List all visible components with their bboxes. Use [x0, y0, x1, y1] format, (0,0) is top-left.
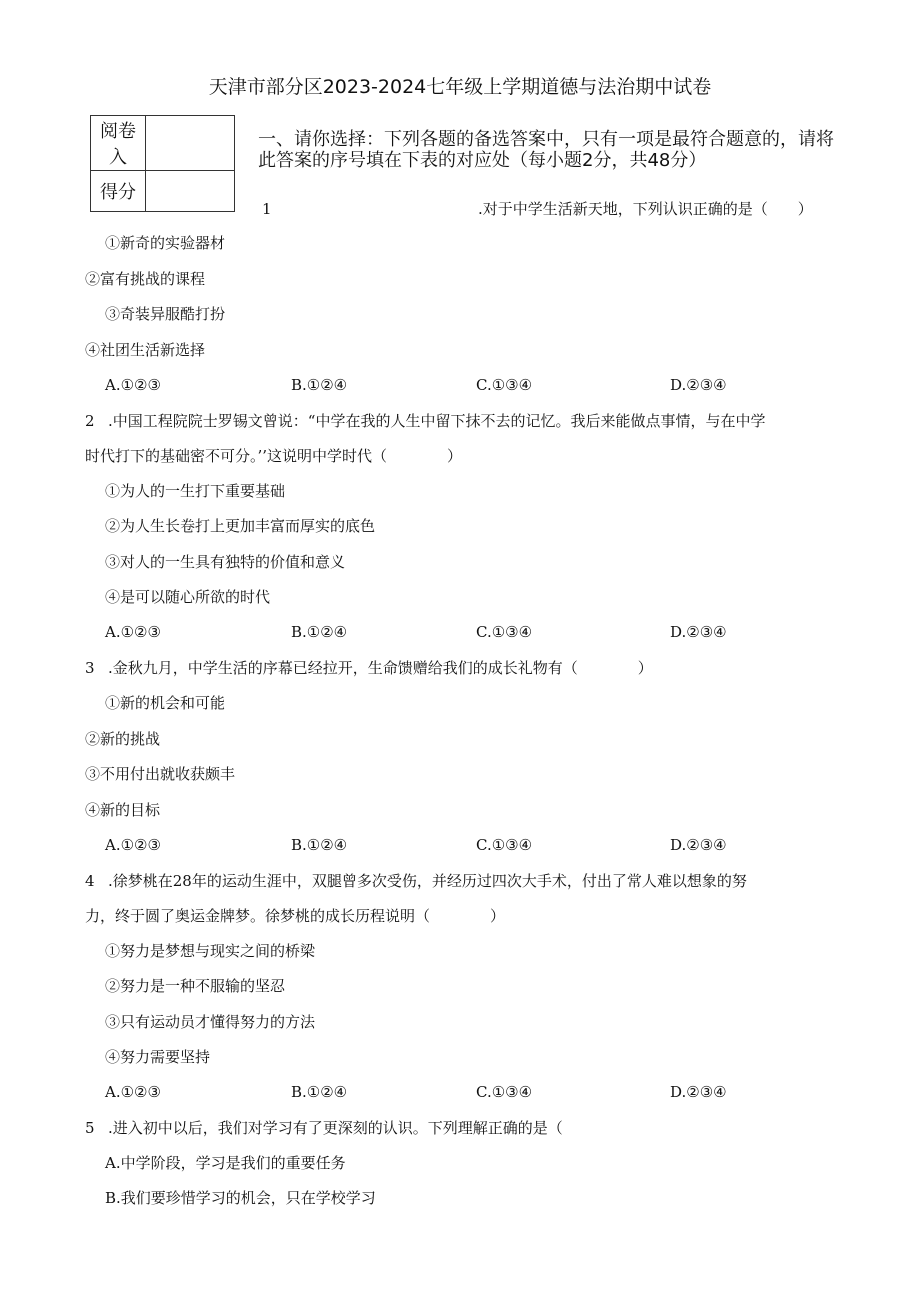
- question-stem: 时代打下的基础密不可分。’’这说明中学时代（ ）: [85, 447, 463, 465]
- option-b: B.①②④: [291, 1083, 348, 1101]
- score-label: 得分: [91, 171, 146, 212]
- question-number: 4: [85, 872, 95, 890]
- question-item: ②新的挑战: [85, 730, 161, 748]
- option-b: B.①②④: [291, 836, 348, 854]
- option-d: D.②③④: [670, 623, 727, 641]
- option-c: C.①③④: [476, 376, 533, 394]
- question-item: ②富有挑战的课程: [85, 270, 206, 288]
- option-b: B.①②④: [291, 623, 348, 641]
- option-c: C.①③④: [476, 623, 533, 641]
- question-item: ③奇装异服酷打扮: [105, 305, 226, 323]
- question-item: ④新的目标: [85, 801, 161, 819]
- score-cell: [146, 171, 235, 212]
- question-stem: .中国工程院院士罗锡文曾说：“中学在我的人生中留下抹不去的记忆。我后来能做点事情，与在中学: [108, 412, 766, 430]
- option-c: C.①③④: [476, 836, 533, 854]
- question-item: ④社团生活新选择: [85, 341, 206, 359]
- question-item: ①为人的一生打下重要基础: [105, 482, 286, 500]
- question-stem: .对于中学生活新天地，下列认识正确的是（ ）: [478, 200, 813, 218]
- question-item: ③只有运动员才懂得努力的方法: [105, 1013, 316, 1031]
- section-heading-line2: 此答案的序号填在下表的对应处（每小题2分，共48分）: [258, 150, 707, 171]
- score-table: [90, 115, 235, 212]
- question-stem: .徐梦桃在28年的运动生涯中，双腿曾多次受伤，并经历过四次大手术，付出了常人难以想象的努: [108, 872, 747, 890]
- option-a: A.①②③: [105, 836, 161, 854]
- question-stem: 力，终于圆了奥运金牌梦。徐梦桃的成长历程说明（ ）: [85, 907, 506, 925]
- question-item: ④是可以随心所欲的时代: [105, 588, 271, 606]
- page-title: 天津市部分区2023-2024七年级上学期道德与法治期中试卷: [208, 76, 712, 98]
- question-number: 2: [85, 412, 95, 430]
- option-a: A.①②③: [105, 1083, 161, 1101]
- option-a: A.①②③: [105, 623, 161, 641]
- question-item: ②努力是一种不服输的坚忍: [105, 977, 286, 995]
- question-item: ①新奇的实验器材: [105, 234, 226, 252]
- question-number: 5: [85, 1119, 95, 1137]
- question-item: ①新的机会和可能: [105, 694, 226, 712]
- option-b: B.我们要珍惜学习的机会，只在学校学习: [105, 1189, 376, 1207]
- question-number: 1: [262, 200, 272, 218]
- option-d: D.②③④: [670, 376, 727, 394]
- question-item: ②为人生长卷打上更加丰富而厚实的底色: [105, 517, 376, 535]
- option-a: A.①②③: [105, 376, 161, 394]
- question-item: ③对人的一生具有独特的价值和意义: [105, 553, 346, 571]
- section-heading-line1: 一、请你选择：下列各题的备选答案中，只有一项是最符合题意的，请将: [258, 129, 834, 150]
- question-item: ④努力需要坚持: [105, 1048, 211, 1066]
- option-d: D.②③④: [670, 1083, 727, 1101]
- option-d: D.②③④: [670, 836, 727, 854]
- reviewer-cell: [146, 116, 235, 171]
- option-c: C.①③④: [476, 1083, 533, 1101]
- question-stem: .金秋九月，中学生活的序幕已经拉开，生命馈赠给我们的成长礼物有（ ）: [108, 659, 653, 677]
- option-a: A.中学阶段，学习是我们的重要任务: [105, 1154, 346, 1172]
- option-b: B.①②④: [291, 376, 348, 394]
- question-stem: .进入初中以后，我们对学习有了更深刻的认识。下列理解正确的是（: [108, 1119, 563, 1137]
- question-item: ③不用付出就收获颇丰: [85, 765, 236, 783]
- question-number: 3: [85, 659, 95, 677]
- question-item: ①努力是梦想与现实之间的桥梁: [105, 942, 316, 960]
- reviewer-label: 阅卷入: [91, 116, 146, 171]
